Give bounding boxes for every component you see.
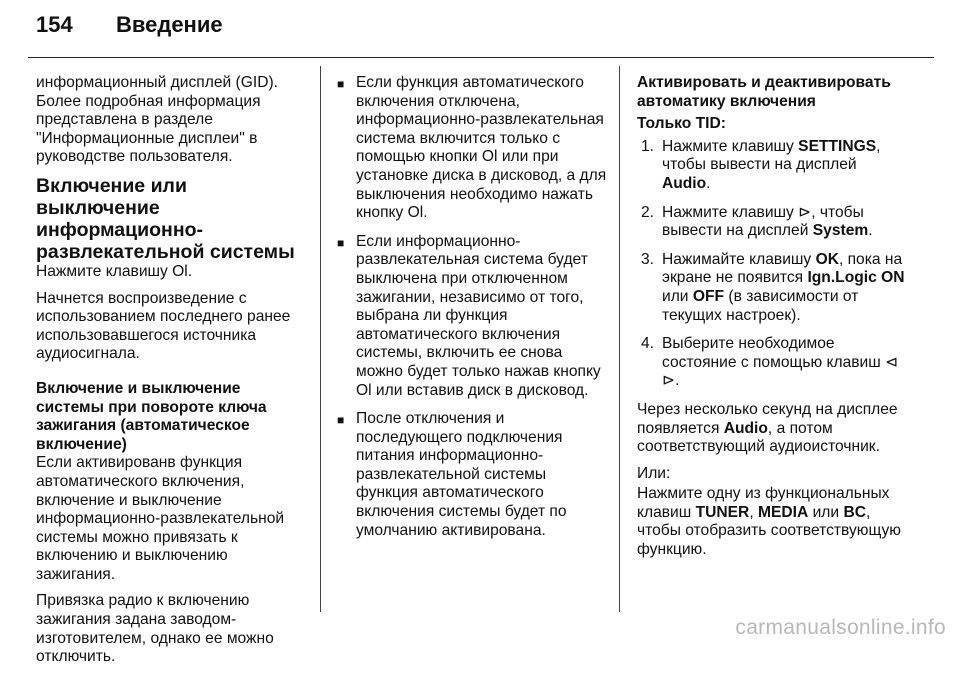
column-middle	[335, 74, 607, 550]
step-number: 4.	[641, 335, 655, 353]
bullet-square-icon: ■	[337, 77, 345, 91]
watermark-text: carmanualsonline.info	[735, 616, 946, 639]
step-text: Нажмите клавишу ⊳, чтобы вывести на дисплей System.	[662, 203, 873, 240]
list-item	[335, 410, 607, 540]
paragraph-playback: Начнется воспроизведение с использованием последнего ранее использовавшегося источника аудиосигнала.	[36, 289, 291, 363]
paragraph-auto-on: Если активированв функция автоматического включения, включение и выключение информационно-развлекательной системы можно привязать к включению и выключению зажигания.	[36, 454, 285, 583]
column-left	[36, 74, 311, 675]
list-item	[637, 138, 909, 194]
step-number: 3.	[641, 250, 655, 268]
paragraph-factory-setting: Привязка радио к включению зажигания задана заводом-изготовителем, однако ее можно отключить.	[36, 592, 274, 666]
bullet-square-icon: ■	[337, 413, 345, 428]
page-number: 154	[36, 12, 73, 37]
subheading-tid-only: Только TID:	[637, 115, 726, 133]
step-number: 2.	[641, 203, 655, 221]
bullet-text: Если информационно-развлекательная система будет выключена при отключенном зажигании, независимо от того, выбрана ли функция автоматического включения системы, включить ее снова можно будет только нажав кнопку Ol или вставив диск в дисковод.	[356, 232, 601, 399]
list-item	[335, 233, 607, 400]
page-header	[0, 0, 960, 58]
list-item	[335, 74, 607, 223]
paragraph-or: Или:	[637, 464, 671, 482]
list-item	[637, 251, 909, 325]
paragraph-function-keys: Нажмите одну из функциональных клавиш TUNER, MEDIA или BC, чтобы отобразить соответствующую функцию.	[637, 485, 901, 559]
step-text: Нажимайте клавишу OK, пока на экране не появится Ign.Logic ON или OFF (в зависимости от текущих настроек).	[662, 250, 905, 324]
step-text: Выберите необходимое состояние с помощью клавиш ⊲ ⊳.	[662, 335, 899, 390]
section-heading-power: Включение или выключение информационно-развлекательной системы	[36, 174, 295, 263]
page-title: Введение	[116, 12, 223, 37]
paragraph-display-audio: Через несколько секунд на дисплее появляется Audio, а потом соответствующий аудиоисточник.	[637, 400, 898, 456]
paragraph-press-key: Нажмите клавишу Ol.	[36, 262, 193, 280]
header-divider	[28, 57, 934, 58]
column-right	[637, 74, 909, 568]
bullet-square-icon: ■	[337, 235, 345, 250]
bullet-text: Если функция автоматического включения отключена, информационно-развлекательная система включится только с помощью кнопки Ol или при установке диска в дисковод, а для выключения необходимо нажать кнопку Ol.	[356, 74, 607, 222]
list-item	[637, 335, 909, 391]
step-number: 1.	[641, 137, 655, 155]
step-text: Нажмите клавишу SETTINGS, чтобы вывести на дисплей Audio.	[662, 137, 881, 192]
section-heading-autostart: Активировать и деактивировать автоматику включения	[637, 74, 891, 110]
intro-paragraph: информационный дисплей (GID). Более подробная информация представлена в разделе "Информационные дисплеи" в руководстве пользователя.	[36, 74, 278, 166]
column-divider-2	[619, 66, 620, 612]
bullet-text: После отключения и последующего подключения питания информационно-развлекательной системы функция автоматического включения системы будет по умолчанию активирована.	[356, 410, 567, 539]
column-divider-1	[320, 66, 321, 612]
subheading-ignition: Включение и выключение системы при повороте ключа зажигания (автоматическое включение)	[36, 379, 267, 453]
list-item	[637, 204, 909, 241]
